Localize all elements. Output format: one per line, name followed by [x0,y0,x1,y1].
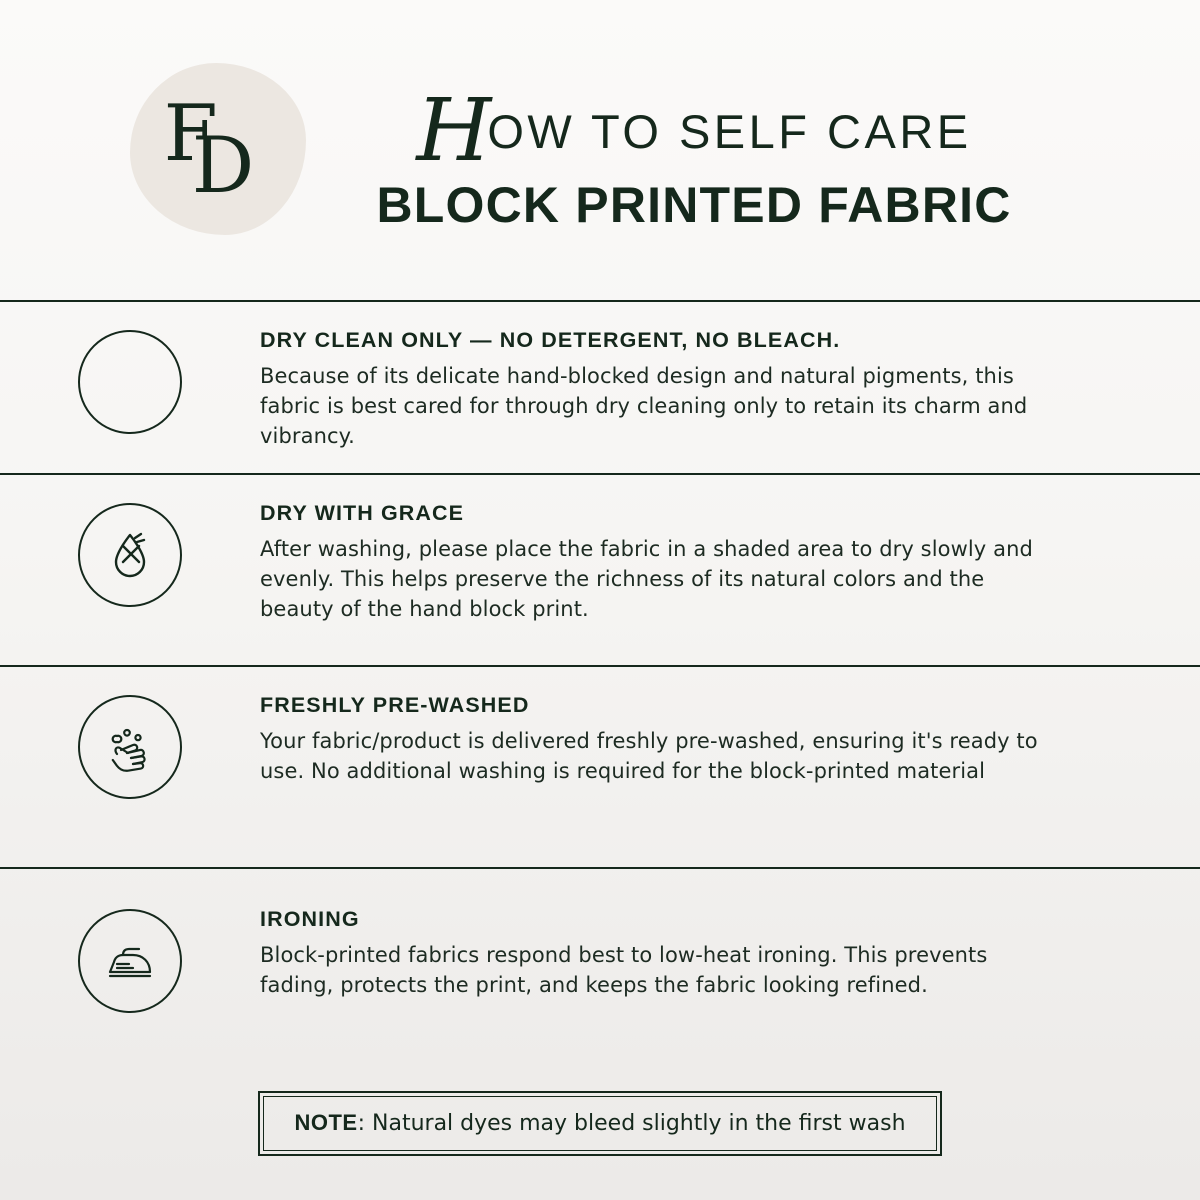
text-cell [260,903,1160,1001]
care-row-dry-with-grace [0,475,1200,665]
care-row-title: FRESHLY PRE-WASHED [260,693,530,718]
icon-cell [0,903,260,1013]
note-body: : Natural dyes may bleed slightly in the first wash [357,1111,906,1137]
logo-monogram [162,89,275,211]
text-cell [260,324,1160,451]
logo-letter-f: F [163,89,216,179]
care-row-title: DRY WITH GRACE [260,501,465,526]
page-title-rest: OW TO SELF CARE [487,104,972,158]
page-header [0,0,1200,300]
note-section [0,1091,1200,1156]
care-row-pre-washed [0,667,1200,867]
care-row-title: DRY CLEAN ONLY — NO DETERGENT, NO BLEACH. [260,328,841,352]
header-titles [344,74,1044,234]
text-cell [260,497,1160,624]
page-subtitle: BLOCK PRINTED FABRIC [376,177,1012,234]
care-rows [0,300,1200,1065]
care-row-ironing [0,869,1200,1065]
note-text [263,1096,936,1151]
text-cell [260,689,1160,787]
note-box [258,1091,941,1156]
care-row-body: Because of its delicate hand-blocked design and natural pigments, this fabric is best cared for through dry cleaning only to retain its charm and vibrancy. [260,364,1028,448]
circle-icon [78,330,182,434]
icon-cell [0,689,260,799]
icon-cell [0,324,260,434]
hand-wash-icon [78,695,182,799]
page-title-script-letter: H [416,80,492,181]
icon-cell [0,497,260,607]
brand-logo [118,55,318,245]
note-label: NOTE [294,1110,358,1136]
care-row-dry-clean [0,302,1200,473]
care-row-body: Block-printed fabrics respond best to low-heat ironing. This prevents fading, protects the print, and keeps the fabric looking refined. [260,943,988,998]
care-row-title: IRONING [260,907,360,932]
iron-icon [78,909,182,1013]
water-drop-no-wring-icon [78,503,182,607]
logo-letter-d: D [191,121,253,211]
care-row-body: After washing, please place the fabric in a shaded area to dry slowly and evenly. This helps preserve the richness of its natural colors and the beauty of the hand block print. [260,537,1033,622]
page-title [344,74,1044,181]
care-row-body: Your fabric/product is delivered freshly pre-washed, ensuring it's ready to use. No additional washing is required for the block-printed material [260,729,1038,784]
